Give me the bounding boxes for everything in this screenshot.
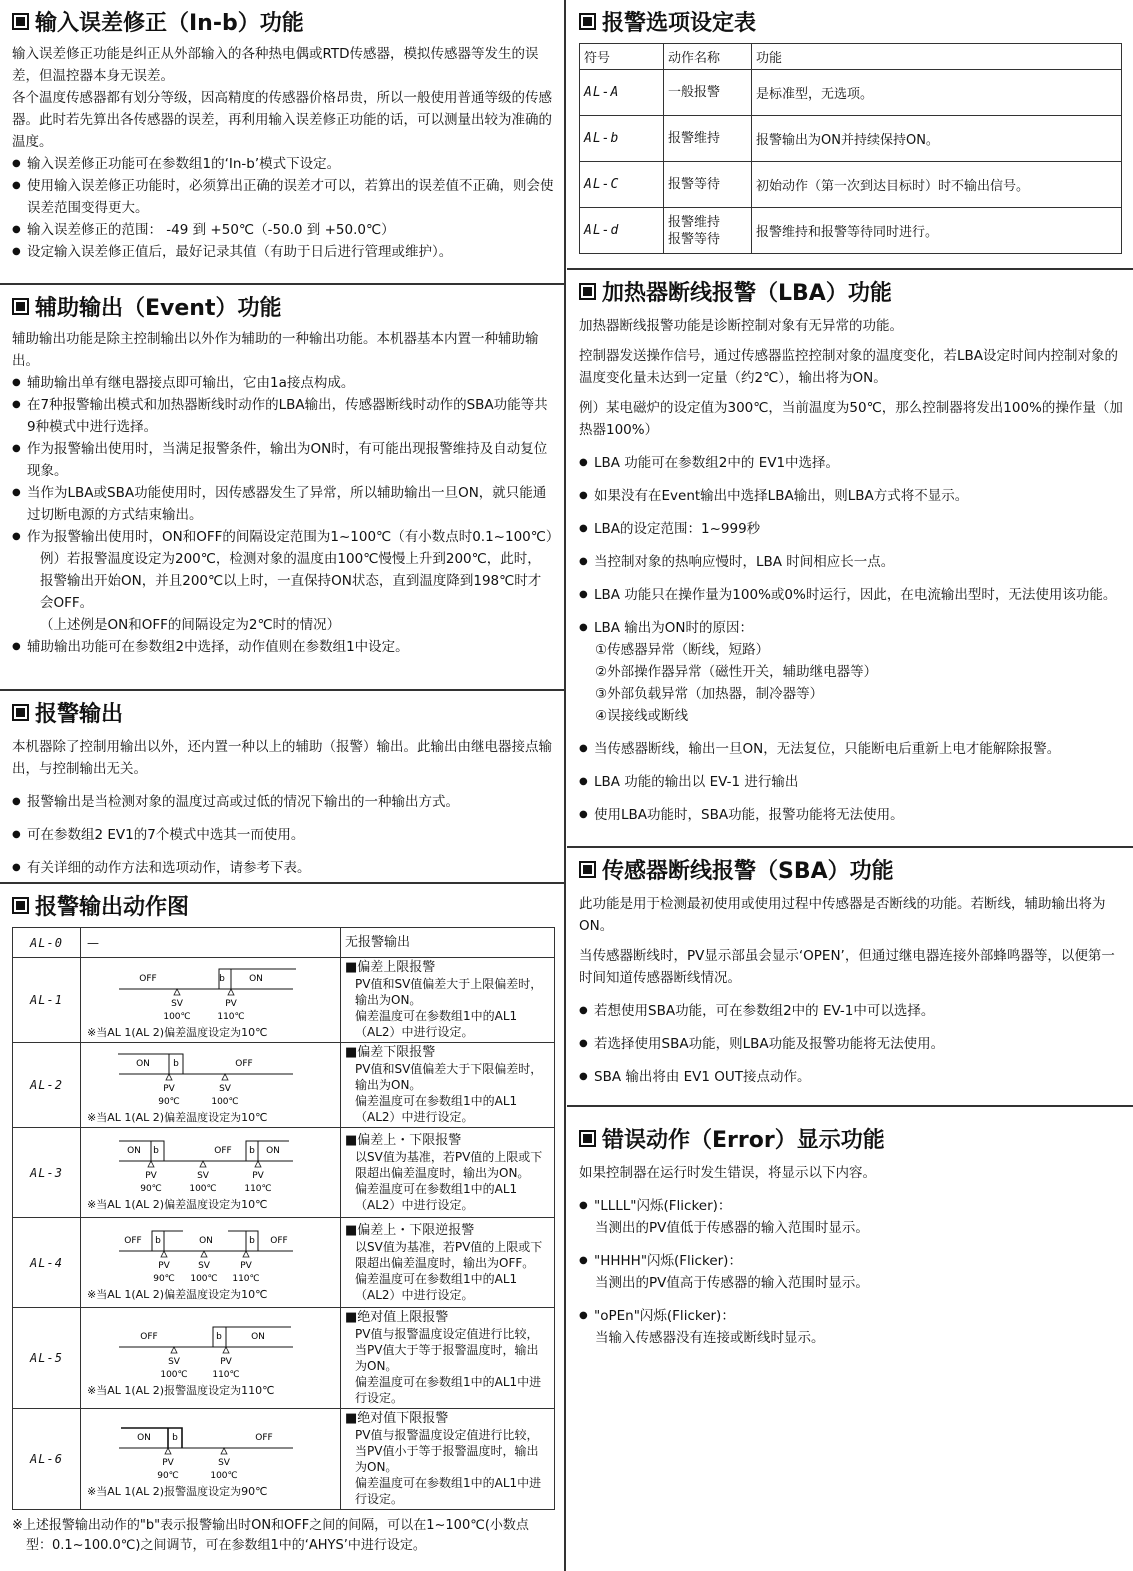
output-step	[119, 1141, 289, 1161]
marker-value: 90℃	[157, 1470, 179, 1481]
marker-value: 100℃	[190, 1274, 218, 1284]
description-line: 偏差温度可在参数组1中的AL1	[355, 1009, 518, 1023]
description-line: 当PV值小于等于报警温度时，输出	[355, 1444, 539, 1458]
diagram-note: ※当AL 1(AL 2)偏差温度设定为10℃	[87, 1025, 268, 1039]
section-title: 报警选项设定表	[602, 11, 757, 36]
marker-label: SV	[168, 1356, 180, 1367]
alarm-description	[341, 1128, 555, 1218]
paragraph: 各个温度传感器都有划分等级，因高精度的传感器价格昂贵，所以一般使用普通等级的传感器。此时若先算出各传感器的误差，再利用输入误差修正功能的话，可以测量出较为准确的温度。	[12, 90, 552, 150]
paragraph: ①传感器异常（断线，短路）	[595, 642, 770, 658]
marker-label: PV	[162, 1457, 174, 1468]
marker-label: PV	[220, 1356, 232, 1367]
bullet-item: ● 当传感器断线，输出一旦ON，无法复位，只能断电后重新上电才能解除报警。	[579, 738, 1123, 760]
state-label: b	[249, 1146, 255, 1156]
marker-label: SV	[219, 1083, 231, 1094]
table-row	[13, 1043, 555, 1128]
diagram-note: ※当AL 1(AL 2)偏差温度设定为10℃	[87, 1110, 268, 1124]
alarm-code: AL-A	[580, 70, 664, 116]
marker-label: PV	[145, 1171, 157, 1181]
marker-value: 110℃	[232, 1274, 260, 1284]
description-line: （AL2）中进行设定。	[355, 1287, 474, 1302]
input-bias-section	[0, 0, 564, 285]
table-row	[580, 70, 1122, 116]
triangle-marker-icon	[161, 1251, 167, 1257]
paragraph: 例）若报警温度设定为200℃，检测对象的温度由100℃慢慢上升到200℃，此时，报警输出开始ON，并且200℃以上时，一直保持ON状态，直到温度降到198℃时才会OFF。	[40, 551, 542, 611]
bullet-item: ● SBA 输出将由 EV1 OUT接点动作。	[579, 1066, 1123, 1088]
bullet-item: ● LBA 功能只在操作量为100%或0%时运行，因此，在电流输出型时，无法使用该功能。	[579, 584, 1123, 606]
bullet-item: ● 作为报警输出使用时，当满足报警条件，输出为ON时，有可能出现报警维持及自动复位现象。	[12, 438, 554, 482]
paragraph: 此功能是用于检测最初使用或使用过程中传感器是否断线的功能。若断线，辅助输出将为ON。	[579, 896, 1106, 934]
alarm-action-diagram	[81, 961, 340, 1023]
description-line: 输出为ON。	[355, 1078, 422, 1092]
description-line: 行设定。	[355, 1492, 404, 1506]
description-line: 偏差温度可在参数组1中的AL1	[355, 1094, 518, 1108]
table-row	[580, 162, 1122, 208]
table-header	[580, 44, 1122, 70]
action-name: 报警维持	[664, 116, 752, 162]
paragraph: 例）某电磁炉的设定值为300℃，当前温度为50℃，那么控制器将发出100%的操作量（加热器100%）	[579, 400, 1123, 438]
state-label: OFF	[124, 1236, 142, 1246]
alarm-action-diagram	[81, 1223, 340, 1285]
description-line: （AL2）中进行设定。	[355, 1025, 474, 1039]
marker-value: 90℃	[153, 1274, 175, 1284]
column-header: 功能	[752, 44, 1122, 70]
diagram-cell	[81, 1128, 341, 1218]
bullet-item: ● LBA的设定范围：1~999秒	[579, 518, 1123, 540]
triangle-marker-icon	[174, 989, 180, 995]
marker-value: 100℃	[189, 1184, 217, 1194]
alarm-action-diagram	[81, 1420, 340, 1482]
description-line: 偏差温度可在参数组1中的AL1中进	[355, 1476, 542, 1490]
paragraph: 当测出的PV值低于传感器的输入范围时显示。	[595, 1220, 869, 1236]
paragraph: 如果控制器在运行时发生错误，将显示以下内容。	[579, 1165, 876, 1181]
table-row	[13, 1308, 555, 1409]
function-description: 报警维持和报警等待同时进行。	[752, 208, 1122, 254]
bullet-item: ● 使用输入误差修正功能时，必须算出正确的误差才可以，若算出的误差值不正确，则会使误差范围变得更大。	[12, 175, 554, 219]
description-line: 偏差温度可在参数组1中的AL1	[355, 1271, 518, 1286]
action-name: 报警维持 报警等待	[664, 208, 752, 254]
diagram-note: ※当AL 1(AL 2)偏差温度设定为10℃	[87, 1198, 268, 1211]
section-title: 辅助输出（Event）功能	[35, 296, 282, 321]
paragraph: 加热器断线报警功能是诊断控制对象有无异常的功能。	[579, 318, 903, 334]
marker-value: 90℃	[140, 1184, 162, 1194]
triangle-marker-icon	[148, 1161, 154, 1167]
marker-value: 90℃	[158, 1096, 180, 1107]
bullet-item: ● 作为报警输出使用时，ON和OFF的间隔设定范围为1~100℃（有小数点时0.1~100℃）	[12, 526, 554, 548]
bullet-item: ● 若选择使用SBA功能，则LBA功能及报警功能将无法使用。	[579, 1033, 1123, 1055]
triangle-marker-icon	[222, 1074, 228, 1080]
description-title: ■绝对值上限报警	[345, 1310, 449, 1325]
description-line: PV值和SV值偏差大于下限偏差时，	[355, 1062, 543, 1076]
marker-value: 100℃	[211, 1096, 239, 1107]
left-column	[0, 0, 566, 1571]
alarm-action-diagram	[81, 1319, 340, 1381]
sba-section	[567, 848, 1133, 1107]
lba-section	[567, 270, 1133, 848]
bullet-item: ● LBA 功能可在参数组2中的 EV1中选择。	[579, 452, 1123, 474]
bullet-item: ● 当作为LBA或SBA功能使用时，因传感器发生了异常，所以辅助输出一旦ON，就只能通过切断电源的方式结束输出。	[12, 482, 554, 526]
bullet-item: ● 若想使用SBA功能，可在参数组2中的 EV-1中可以选择。	[579, 1000, 1123, 1022]
square-bullet-icon	[12, 13, 29, 30]
paragraph: 输入误差修正功能是纠正从外部输入的各种热电偶或RTD传感器，模拟传感器等发生的误差，但温控器本身无误差。	[12, 46, 539, 84]
alarm-chart-section	[0, 884, 564, 1571]
alarm-option-section	[567, 0, 1133, 270]
bullet-item: ● 使用LBA功能时，SBA功能，报警功能将无法使用。	[579, 804, 1123, 826]
paragraph: ④误接线或断线	[595, 708, 689, 724]
bullet-item: ● 设定输入误差修正值后，最好记录其值（有助于日后进行管理或维护）。	[12, 241, 554, 263]
state-label: OFF	[139, 973, 157, 984]
bullet-item: ● 报警输出是当检测对象的温度过高或过低的情况下输出的一种输出方式。	[12, 791, 554, 813]
triangle-marker-icon	[200, 1161, 206, 1167]
square-bullet-icon	[12, 704, 29, 721]
bullet-item: ● 辅助输出单有继电器接点即可输出，它由1a接点构成。	[12, 372, 554, 394]
square-bullet-icon	[579, 1130, 596, 1147]
marker-value: 100℃	[210, 1470, 238, 1481]
alarm-action-table	[12, 927, 555, 1510]
triangle-marker-icon	[165, 1448, 171, 1454]
description-line: PV值与报警温度设定值进行比较，	[355, 1327, 539, 1341]
alarm-description	[341, 958, 555, 1043]
alarm-code: AL-6	[13, 1409, 81, 1510]
bullet-item: ● "LLLL"闪烁(Flicker)：	[579, 1195, 1123, 1217]
paragraph: （上述例是ON和OFF的间隔设定为2℃时的情况）	[40, 617, 341, 633]
description-line: 限超出偏差温度时，输出为ON。	[355, 1165, 530, 1180]
action-name: 报警等待	[664, 162, 752, 208]
section-title: 输入误差修正（In-b）功能	[35, 11, 304, 36]
state-label: ON	[127, 1146, 141, 1156]
alarm-description	[341, 1409, 555, 1510]
description-line: 偏差温度可在参数组1中的AL1	[355, 1181, 518, 1196]
alarm-description: 无报警输出	[341, 928, 555, 958]
marker-label: PV	[225, 998, 237, 1009]
marker-label: PV	[240, 1261, 252, 1271]
square-bullet-icon	[12, 897, 29, 914]
bullet-item: ● LBA 输出为ON时的原因：	[579, 617, 1123, 639]
state-label: ON	[199, 1236, 213, 1246]
description-title: ■偏差上・下限报警	[345, 1132, 462, 1148]
alarm-output-section	[0, 691, 564, 884]
description-line: 偏差温度可在参数组1中的AL1中进	[355, 1375, 542, 1389]
right-column	[567, 0, 1133, 1571]
diagram-cell	[81, 1409, 341, 1510]
marker-label: PV	[163, 1083, 175, 1094]
function-description: 初始动作（第一次到达目标时）时不输出信号。	[752, 162, 1122, 208]
section-title: 错误动作（Error）显示功能	[602, 1128, 885, 1153]
function-description: 报警输出为ON并持续保持ON。	[752, 116, 1122, 162]
diagram-note: ※当AL 1(AL 2)报警温度设定为110℃	[87, 1383, 275, 1397]
alarm-option-table	[579, 43, 1122, 254]
marker-label: SV	[198, 1261, 210, 1271]
description-line: 输出为ON。	[355, 993, 422, 1007]
triangle-marker-icon	[243, 1251, 249, 1257]
diagram-cell	[81, 1308, 341, 1409]
diagram-cell	[81, 958, 341, 1043]
state-label: b	[173, 1058, 179, 1069]
state-label: b	[153, 1146, 159, 1156]
triangle-marker-icon	[255, 1161, 261, 1167]
description-line: 以SV值为基准，若PV值的上限或下	[355, 1149, 543, 1164]
table-row	[580, 116, 1122, 162]
marker-value: 100℃	[163, 1011, 191, 1022]
triangle-marker-icon	[221, 1448, 227, 1454]
state-label: b	[216, 1331, 222, 1342]
description-title: ■绝对值下限报警	[345, 1411, 449, 1426]
triangle-marker-icon	[228, 989, 234, 995]
diagram-note: ※当AL 1(AL 2)偏差温度设定为10℃	[87, 1288, 268, 1301]
action-name: 一般报警	[664, 70, 752, 116]
bullet-item: ● 当控制对象的热响应慢时，LBA 时间相应长一点。	[579, 551, 1123, 573]
section-title: 报警输出动作图	[35, 895, 190, 920]
marker-label: SV	[218, 1457, 230, 1468]
marker-label: PV	[252, 1171, 264, 1181]
state-label: ON	[137, 1432, 151, 1443]
section-title: 加热器断线报警（LBA）功能	[602, 281, 892, 306]
bullet-item: ● 可在参数组2 EV1的7个模式中选其一而使用。	[12, 824, 554, 846]
bullet-item: ● "oPEn"闪烁(Flicker)：	[579, 1305, 1123, 1327]
description-line: PV值与报警温度设定值进行比较，	[355, 1428, 539, 1442]
alarm-code: AL-0	[13, 928, 81, 958]
footnote: ※上述报警输出动作的"b"表示报警输出时ON和OFF之间的间隔，可以在1~100℃(小数点型：0.1~100.0℃)之间调节，可在参数组1中的‘AHYS’中进行设定。	[12, 1518, 529, 1553]
alarm-code: AL-3	[13, 1128, 81, 1218]
error-display-section	[567, 1107, 1133, 1571]
description-line: 为ON。	[355, 1359, 398, 1373]
state-label: ON	[249, 973, 263, 984]
square-bullet-icon	[579, 283, 596, 300]
alarm-description	[341, 1308, 555, 1409]
table-row	[13, 958, 555, 1043]
description-line: PV值和SV值偏差大于上限偏差时，	[355, 977, 543, 991]
marker-label: PV	[158, 1261, 170, 1271]
bullet-item: ● 有关详细的动作方法和选项动作，请参考下表。	[12, 857, 554, 879]
square-bullet-icon	[579, 861, 596, 878]
table-row	[13, 1128, 555, 1218]
triangle-marker-icon	[223, 1347, 229, 1353]
alarm-code: AL-C	[580, 162, 664, 208]
marker-value: 110℃	[217, 1011, 245, 1022]
bullet-item: ● 在7种报警输出模式和加热器断线时动作的LBA输出，传感器断线时动作的SBA功能等共9种模式中进行选择。	[12, 394, 554, 438]
state-label: b	[172, 1432, 178, 1443]
paragraph: 当输入传感器没有连接或断线时显示。	[595, 1330, 825, 1346]
marker-value: 110℃	[212, 1369, 240, 1380]
description-line: （AL2）中进行设定。	[355, 1110, 474, 1124]
marker-value: 100℃	[160, 1369, 188, 1380]
paragraph: 辅助输出功能是除主控制输出以外作为辅助的一种输出功能。本机器基本内置一种辅助输出。	[12, 331, 539, 369]
triangle-marker-icon	[166, 1074, 172, 1080]
alarm-action-diagram	[81, 1046, 340, 1108]
column-header: 符号	[580, 44, 664, 70]
square-bullet-icon	[12, 298, 29, 315]
alarm-code: AL-d	[580, 208, 664, 254]
state-label: OFF	[235, 1058, 253, 1069]
description-line: 以SV值为基准，若PV值的上限或下	[355, 1239, 543, 1254]
bullet-item: ● 输入误差修正的范围： -49 到 +50℃（-50.0 到 +50.0℃）	[12, 219, 554, 241]
function-description: 是标准型，无选项。	[752, 70, 1122, 116]
alarm-code: AL-5	[13, 1308, 81, 1409]
state-label: OFF	[214, 1146, 232, 1156]
state-label: OFF	[270, 1236, 288, 1246]
state-label: OFF	[255, 1432, 273, 1443]
bullet-item: ● LBA 功能的输出以 EV-1 进行输出	[579, 771, 1123, 793]
alarm-code: AL-4	[13, 1218, 81, 1308]
square-bullet-icon	[579, 13, 596, 30]
diagram-note: ※当AL 1(AL 2)报警温度设定为90℃	[87, 1484, 268, 1498]
description-line: 限超出偏差温度时，输出为OFF。	[355, 1255, 535, 1270]
alarm-description	[341, 1218, 555, 1308]
column-header: 动作名称	[664, 44, 752, 70]
bullet-item: ● 辅助输出功能可在参数组2中选择，动作值则在参数组1中设定。	[12, 636, 554, 658]
bullet-item: ● 如果没有在Event输出中选择LBA输出，则LBA方式将不显示。	[579, 485, 1123, 507]
bullet-item: ● 输入误差修正功能可在参数组1的‘In-b’模式下设定。	[12, 153, 554, 175]
diagram-cell	[81, 1043, 341, 1128]
triangle-marker-icon	[201, 1251, 207, 1257]
state-label: OFF	[140, 1331, 158, 1342]
table-row	[13, 1218, 555, 1308]
alarm-description	[341, 1043, 555, 1128]
description-title: ■偏差上・下限逆报警	[345, 1222, 475, 1238]
alarm-code: AL-b	[580, 116, 664, 162]
alarm-action-diagram	[81, 1133, 340, 1195]
description-line: 行设定。	[355, 1391, 404, 1405]
table-row	[13, 928, 555, 958]
description-title: ■偏差下限报警	[345, 1045, 436, 1060]
state-label: b	[219, 973, 225, 984]
paragraph: 本机器除了控制用输出以外，还内置一种以上的辅助（报警）输出。此输出由继电器接点输出，与控制输出无关。	[12, 739, 552, 777]
description-line: 为ON。	[355, 1460, 398, 1474]
paragraph: ③外部负载异常（加热器，制冷器等）	[595, 686, 824, 702]
table-row	[13, 1409, 555, 1510]
state-label: ON	[266, 1146, 280, 1156]
alarm-code: AL-2	[13, 1043, 81, 1128]
description-title: ■偏差上限报警	[345, 960, 436, 975]
description-line: （AL2）中进行设定。	[355, 1197, 474, 1212]
alarm-code: AL-1	[13, 958, 81, 1043]
description-line: 当PV值大于等于报警温度时，输出	[355, 1343, 539, 1357]
section-title: 报警输出	[35, 702, 124, 727]
section-title: 传感器断线报警（SBA）功能	[602, 859, 894, 884]
state-label: b	[249, 1236, 255, 1246]
marker-label: SV	[197, 1171, 209, 1181]
diagram-cell	[81, 1218, 341, 1308]
paragraph: 控制器发送操作信号，通过传感器监控控制对象的温度变化，若LBA设定时间内控制对象的温度变化量未达到一定量（约2℃），输出将为ON。	[579, 348, 1119, 386]
paragraph: 当测出的PV值高于传感器的输入范围时显示。	[595, 1275, 869, 1291]
paragraph: 当传感器断线时，PV显示部虽会显示‘OPEN’，但通过继电器连接外部蜂鸣器等，以便第一时间知道传感器断线情况。	[579, 948, 1115, 986]
state-label: b	[155, 1236, 161, 1246]
state-label: ON	[136, 1058, 150, 1069]
bullet-item: ● "HHHH"闪烁(Flicker)：	[579, 1250, 1123, 1272]
table-row	[580, 208, 1122, 254]
event-output-section	[0, 285, 564, 691]
paragraph: ②外部操作器异常（磁性开关，辅助继电器等）	[595, 664, 878, 680]
state-label: ON	[251, 1331, 265, 1342]
triangle-marker-icon	[171, 1347, 177, 1353]
marker-label: SV	[171, 998, 183, 1009]
diagram-cell: —	[81, 928, 341, 958]
marker-value: 110℃	[244, 1184, 272, 1194]
